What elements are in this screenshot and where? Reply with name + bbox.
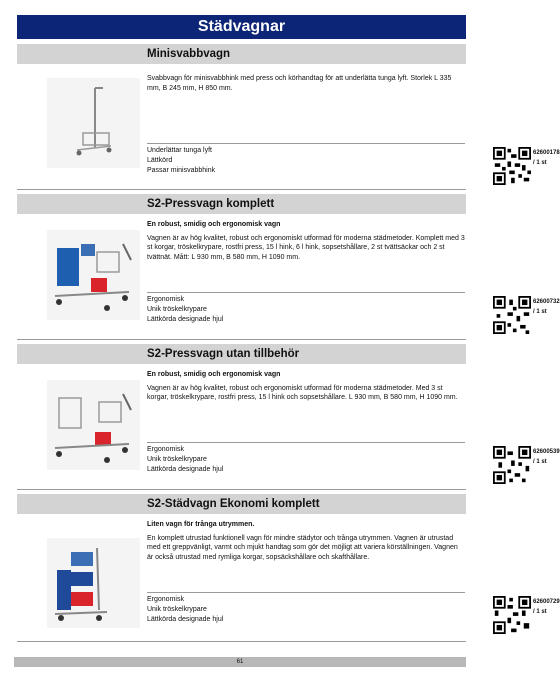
section-heading [17,194,466,214]
feature-item: Ergonomisk [147,596,184,603]
feature-item: Passar minisvabbhink [147,167,216,174]
section-divider [17,189,466,190]
product-subtitle: Liten vagn för trånga utrymmen. [147,521,255,528]
feature-item: Ergonomisk [147,446,184,453]
section-heading [17,44,466,64]
product-description: Vagnen är av hög kvalitet, robust och ergonomiskt utformad för moderna städmetoder. Med 3 st korgar, tröskelkrypare, rostfri press, 15 l hink och sopsetshållare. L 930 mm, B 580 mm, H 1090 mm. [147,384,458,401]
section-divider [17,641,466,642]
feature-item: Unik tröskelkrypare [147,606,207,613]
press-cart-bare-image [47,380,140,470]
feature-item: Lättkörda designade hjul [147,466,224,473]
article-number: 62600729 / 1 st [533,599,560,615]
article-number: 62600732 / 1 st [533,299,560,315]
feature-item: Underlättar tunga lyft [147,147,212,154]
product-description: Vagnen är av hög kvalitet, robust och ergonomiskt utformad för moderna städmetoder. Komplett med 3 st korgar, tröskelkrypare, rostfri press, 15 l hink, 6 l hink, sopsetshållare, 2 st tvättsäckar och 2 st tvättnät. Mått: L 930 mm, B 580 mm, H 1090 mm. [147,234,465,261]
qr-code-icon [493,296,531,334]
page-title: Städvagnar [17,15,466,39]
qr-code-icon [493,596,531,634]
product-description: En komplett utrustad funktionell vagn för mindre städytor och trånga utrymmen. Vagnen är utrustad med ett greppvänligt, varmt och mjukt handtag som gör det möjligt att variera körställningen. Vagnen är också utrustad med rymliga korgar, sopsäckshållare och skafthållare. [147,534,458,561]
product-section-s2-pressvagn-komplett [17,194,560,344]
feature-item: Unik tröskelkrypare [147,456,207,463]
press-cart-image [47,230,140,320]
section-heading [17,344,466,364]
feature-item: Lättkörd [147,157,173,164]
product-subtitle: En robust, smidig och ergonomisk vagn [147,371,281,378]
feature-item: Lättkörda designade hjul [147,316,224,323]
section-title: S2-Pressvagn komplett [147,198,275,210]
product-section-s2-pressvagn-utan-tillbehor [17,344,560,494]
section-heading [17,494,466,514]
article-number: 62600178 / 1 st [533,150,560,166]
feature-item: Unik tröskelkrypare [147,306,207,313]
mop-trolley-image [47,78,140,168]
product-section-minisvabbvagn [17,44,560,194]
economy-cart-image [47,538,140,628]
product-section-s2-stadvagn-ekonomi-komplett [17,494,560,644]
qr-code-icon [493,147,531,185]
qr-code-icon [493,446,531,484]
product-description: Svabbvagn för minisvabbhink med press och körhandtag för att underlätta tunga lyft. Storlek L 335 mm, B 245 mm, H 850 mm. [147,75,452,92]
product-subtitle: En robust, smidig och ergonomisk vagn [147,221,281,228]
section-divider [17,489,466,490]
page-number: 61 [14,657,466,667]
section-title: Minisvabbvagn [147,48,231,60]
section-title: S2-Städvagn Ekonomi komplett [147,498,320,510]
feature-item: Ergonomisk [147,296,184,303]
section-divider [17,339,466,340]
feature-item: Lättkörda designade hjul [147,616,224,623]
article-number: 62600539 / 1 st [533,449,560,465]
section-title: S2-Pressvagn utan tillbehör [147,348,300,360]
